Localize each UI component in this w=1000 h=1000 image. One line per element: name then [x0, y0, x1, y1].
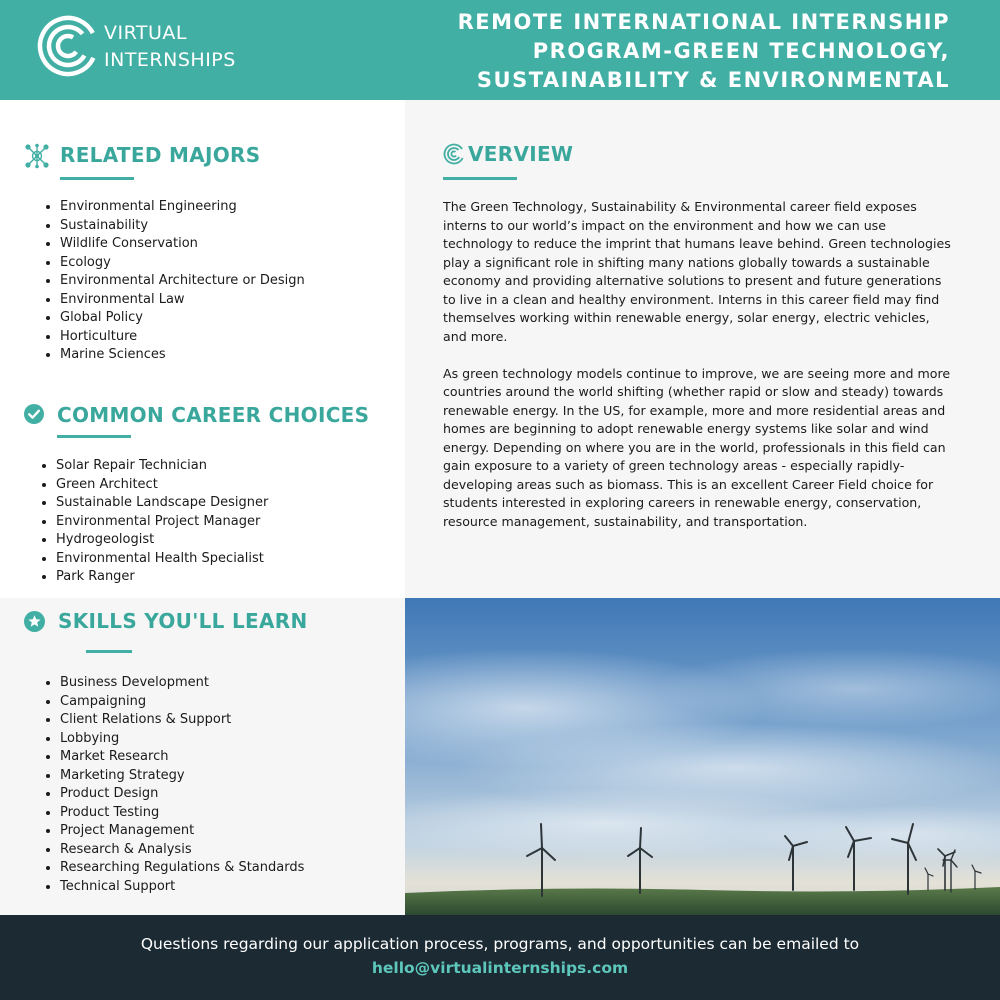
- title-line-2: PROGRAM-GREEN TECHNOLOGY,: [532, 39, 950, 63]
- footer-text: Questions regarding our application process, programs, and opportunities can be emailed to: [140, 935, 860, 953]
- list-item: • Hydrogeologist: [56, 531, 376, 550]
- list-item: • Environmental Architecture or Design: [60, 272, 320, 291]
- skills-title: SKILLS YOU'LL LEARN: [58, 609, 308, 633]
- list-item: • Green Architect: [56, 476, 376, 495]
- virtual-internships-logo-icon: [36, 14, 100, 78]
- list-item: • Product Testing: [60, 804, 380, 823]
- list-item: • Marketing Strategy: [60, 767, 380, 786]
- footer: [0, 915, 1000, 1000]
- list-item: • Environmental Engineering: [60, 198, 320, 217]
- list-item: • Technical Support: [60, 878, 380, 897]
- list-item: • Horticulture: [60, 328, 320, 347]
- logo-wordmark: [104, 20, 236, 74]
- list-item: • Lobbying: [60, 730, 380, 749]
- page-title: [390, 8, 950, 95]
- list-item: • Researching Regulations & Standards: [60, 859, 380, 878]
- list-item: • Business Development: [60, 674, 380, 693]
- list-item: • Project Management: [60, 822, 380, 841]
- related-majors-title: RELATED MAJORS: [60, 143, 261, 167]
- skills-list: [44, 674, 380, 896]
- logo-line-1: VIRTUAL: [104, 22, 188, 44]
- overview-paragraph-2: As green technology models continue to improve, we are seeing more and more countries around the world shifting (whether rapid or slow and steady) towards renewable energy. In the US, for example, more and more residential areas and homes are beginning to adopt renewable energy systems like solar and wind energy. Depending on where you are in the world, professionals in this field can gain exposure to a variety of green technology areas - especially rapidly-developing areas such as biomass. This is an excellent Career Field choice for students interested in exploring careers in renewable energy, conservation, resource management, sustainability, and transportation.: [443, 365, 951, 529]
- list-item: • Wildlife Conservation: [60, 235, 320, 254]
- footer-email-link[interactable]: hello@virtualinternships.com: [371, 959, 629, 977]
- list-item: • Campaigning: [60, 693, 380, 712]
- list-item: • Global Policy: [60, 309, 320, 328]
- career-choices-underline: [57, 435, 131, 438]
- list-item: • Ecology: [60, 254, 320, 273]
- network-nodes-icon: [24, 143, 50, 169]
- career-choices-list: [40, 457, 376, 587]
- header-banner: [0, 0, 1000, 100]
- overview-logo-o-icon: [443, 143, 465, 165]
- list-item: • Solar Repair Technician: [56, 457, 376, 476]
- related-majors-list: [44, 198, 320, 365]
- overview-underline: [443, 177, 517, 180]
- career-choices-title: COMMON CAREER CHOICES: [57, 403, 370, 427]
- wind-farm-photo: [405, 598, 1000, 915]
- list-item: • Marine Sciences: [60, 346, 320, 365]
- list-item: • Environmental Health Specialist: [56, 550, 376, 569]
- list-item: • Sustainable Landscape Designer: [56, 494, 376, 513]
- related-majors-underline: [60, 177, 134, 180]
- overview-body: [443, 198, 955, 550]
- wind-farm-illustration: [405, 598, 1000, 915]
- list-item: • Environmental Law: [60, 291, 320, 310]
- list-item: • Research & Analysis: [60, 841, 380, 860]
- overview-title: VERVIEW: [468, 142, 574, 166]
- list-item: • Environmental Project Manager: [56, 513, 376, 532]
- star-circle-icon: [24, 611, 45, 632]
- list-item: • Client Relations & Support: [60, 711, 380, 730]
- check-circle-icon: [24, 404, 44, 424]
- title-line-1: REMOTE INTERNATIONAL INTERNSHIP: [457, 10, 950, 34]
- skills-underline: [86, 650, 132, 653]
- overview-paragraph-1: The Green Technology, Sustainability & Environmental career field exposes interns to our world’s impact on the environment and how we can use technology to reduce the imprint that humans leave behind. Green technologies play a significant role in shifting many nations globally towards a sustainable economy and providing alternative solutions to present and future generations to live in a clean and healthy environment. Interns in this career field may find themselves working within renewable energy, solar energy, electric vehicles, and more.: [443, 199, 951, 344]
- list-item: • Park Ranger: [56, 568, 376, 587]
- title-line-3: SUSTAINABILITY & ENVIRONMENTAL: [476, 68, 950, 92]
- list-item: • Sustainability: [60, 217, 320, 236]
- list-item: • Product Design: [60, 785, 380, 804]
- logo-line-2: INTERNSHIPS: [104, 49, 236, 71]
- list-item: • Market Research: [60, 748, 380, 767]
